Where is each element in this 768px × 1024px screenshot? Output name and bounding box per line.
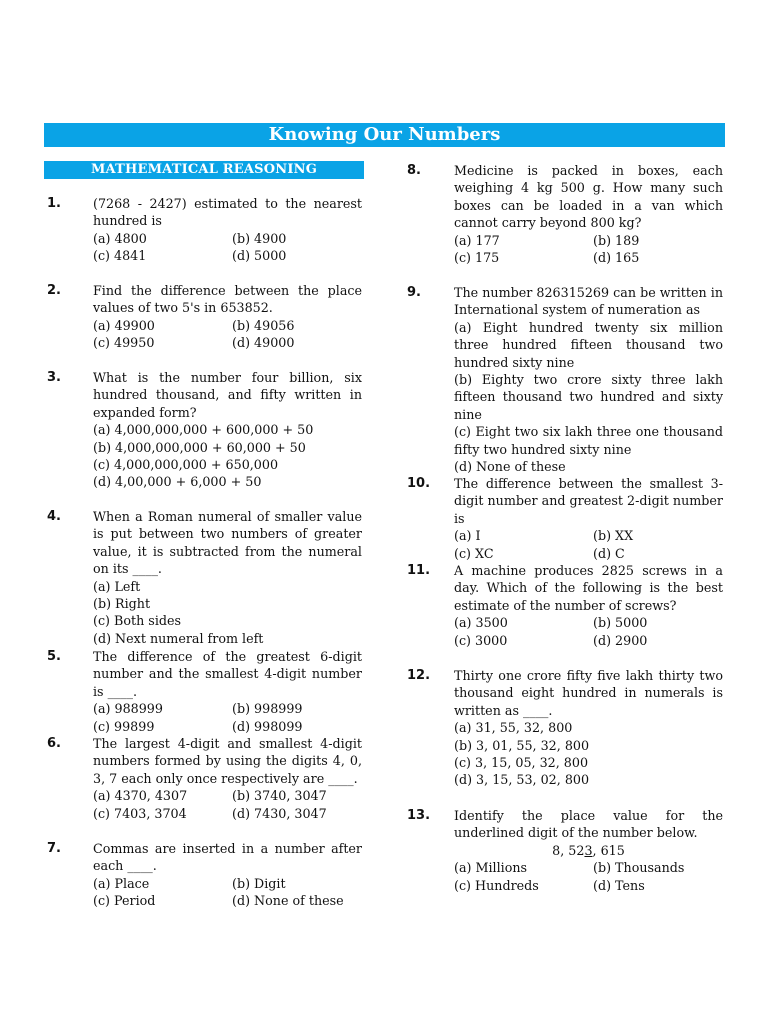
question-number: 5. [47, 649, 61, 664]
question-text: The difference between the smallest 3-digit number and greatest 2-digit number is [454, 476, 723, 526]
option-row [93, 247, 362, 264]
question-text: Thirty one crore fifty five lakh thirty two thousand eight hundred in numerals is written as ____. [454, 668, 723, 718]
question-text: What is the number four billion, six hundred thousand, and fifty written in expanded form? [93, 370, 362, 420]
answer-option: (a) 31, 55, 32, 800 [454, 720, 573, 736]
answer-option: (a) Left [93, 578, 141, 594]
answer-option: (b) Thousands [593, 860, 685, 876]
underlined-digit: 3 [584, 842, 593, 858]
answer-option: (b) 5000 [593, 615, 648, 631]
answer-option: (c) Eight two six lakh three one thousand fifty two hundred sixty nine [454, 424, 723, 457]
option-row [93, 700, 362, 717]
option-row [93, 892, 362, 909]
answer-option: (a) I [454, 528, 481, 544]
answer-option: (a) 4,000,000,000 + 600,000 + 50 [93, 422, 314, 438]
option-row [93, 718, 362, 735]
question-number: 6. [47, 736, 61, 751]
answer-option: (b) 49056 [232, 317, 295, 333]
answer-option: (a) Millions [454, 860, 528, 876]
option-row [93, 805, 362, 822]
option-row [454, 877, 723, 894]
answer-option: (c) 7403, 3704 [93, 805, 187, 821]
option-row [454, 232, 723, 249]
answer-option: (c) 4,000,000,000 + 650,000 [93, 457, 279, 473]
answer-option: (a) Eight hundred twenty six million three hundred fifteen thousand two hundred sixty nine [454, 319, 723, 370]
answer-option: (b) 4,000,000,000 + 60,000 + 50 [93, 439, 306, 455]
option-row [454, 632, 723, 649]
question-body [454, 667, 723, 789]
answer-option: (a) 3500 [454, 615, 508, 631]
answer-option: (d) None of these [454, 459, 566, 475]
question-body [454, 807, 723, 894]
answer-option: (d) 3, 15, 53, 02, 800 [454, 772, 590, 788]
question-number: 9. [407, 285, 421, 300]
page-title: Knowing Our Numbers [44, 123, 725, 147]
option-row [93, 230, 362, 247]
question-text: The difference of the greatest 6-digit number and the smallest 4-digit number is ____. [93, 649, 362, 699]
option-row [454, 859, 723, 876]
answer-option: (c) Hundreds [454, 877, 539, 893]
question-number: 8. [407, 163, 421, 178]
answer-option: (a) 177 [454, 232, 500, 248]
question-number: 7. [47, 841, 61, 856]
answer-option: (d) Tens [593, 877, 645, 893]
answer-option: (a) Place [93, 875, 150, 891]
answer-option: (d) None of these [232, 893, 344, 909]
option-row [93, 787, 362, 804]
question-body [93, 648, 362, 735]
option-row [454, 545, 723, 562]
question-body [93, 840, 362, 910]
answer-option: (d) C [593, 545, 625, 561]
question-number: 13. [407, 808, 431, 823]
question-body [454, 162, 723, 266]
question-text: The number 826315269 can be written in International system of numeration as [454, 285, 723, 318]
answer-option: (b) Right [93, 596, 151, 612]
answer-option: (d) Next numeral from left [93, 630, 264, 646]
answer-option: (b) Digit [232, 875, 286, 891]
answer-option: (b) 3740, 3047 [232, 788, 327, 804]
question-number: 4. [47, 509, 61, 524]
question-body [93, 369, 362, 491]
answer-option: (a) 49900 [93, 317, 155, 333]
answer-option: (c) Both sides [93, 613, 182, 629]
question-number: 12. [407, 668, 431, 683]
answer-option: (d) 998099 [232, 718, 303, 734]
option-row [454, 527, 723, 544]
answer-option: (d) 49000 [232, 335, 295, 351]
question-text: The largest 4-digit and smallest 4-digit numbers formed by using the digits 4, 0, 3, 7 each only once respectively are ____. [93, 736, 362, 786]
question-number: 2. [47, 283, 61, 298]
answer-option: (c) 4841 [93, 248, 147, 264]
answer-option: (b) 3, 01, 55, 32, 800 [454, 737, 590, 753]
underlined-number: 8, 523, 615 [552, 842, 625, 858]
answer-option: (b) 4900 [232, 230, 287, 246]
question-text: When a Roman numeral of smaller value is put between two numbers of greater value, it is subtracted from the numeral on its ____. [93, 509, 362, 577]
answer-option: (c) Period [93, 893, 156, 909]
question-body [454, 284, 723, 475]
question-number: 1. [47, 196, 61, 211]
answer-option: (c) 99899 [93, 718, 155, 734]
question-text: Identify the place value for the underlined digit of the number below. [454, 808, 723, 841]
question-number: 3. [47, 370, 61, 385]
answer-option: (b) Eighty two crore sixty three lakh fifteen thousand two hundred and sixty nine [454, 372, 723, 422]
answer-option: (d) 7430, 3047 [232, 805, 327, 821]
question-text: Commas are inserted in a number after each ____. [93, 841, 362, 874]
question-text: Medicine is packed in boxes, each weighing 4 kg 500 g. How many such boxes can be loaded in a van which cannot carry beyond 800 kg? [454, 163, 723, 231]
answer-option: (d) 2900 [593, 632, 648, 648]
question-body [93, 282, 362, 352]
question-number: 10. [407, 476, 431, 491]
question-body [454, 475, 723, 562]
question-text: Find the difference between the place values of two 5's in 653852. [93, 283, 362, 316]
answer-option: (d) 165 [593, 250, 640, 266]
question-number: 11. [407, 563, 431, 578]
answer-option: (a) 988999 [93, 701, 163, 717]
answer-option: (c) 175 [454, 250, 500, 266]
answer-option: (c) 49950 [93, 335, 155, 351]
section-heading: MATHEMATICAL REASONING [44, 161, 364, 179]
answer-option: (c) 3, 15, 05, 32, 800 [454, 755, 589, 771]
question-body [93, 508, 362, 647]
answer-option: (c) 3000 [454, 632, 508, 648]
option-row [93, 875, 362, 892]
answer-option: (c) XC [454, 545, 494, 561]
question-body [93, 195, 362, 265]
answer-option: (b) 998999 [232, 701, 303, 717]
question-body [454, 562, 723, 649]
answer-option: (a) 4370, 4307 [93, 788, 188, 804]
answer-option: (a) 4800 [93, 230, 147, 246]
question-body [93, 735, 362, 822]
option-row [454, 249, 723, 266]
answer-option: (d) 4,00,000 + 6,000 + 50 [93, 474, 262, 490]
option-row [93, 334, 362, 351]
answer-option: (d) 5000 [232, 248, 287, 264]
answer-option: (b) XX [593, 528, 634, 544]
answer-option: (b) 189 [593, 232, 640, 248]
option-row [93, 317, 362, 334]
question-text: (7268 - 2427) estimated to the nearest hundred is [93, 196, 362, 229]
question-text: A machine produces 2825 screws in a day. Which of the following is the best estimate of the number of screws? [454, 563, 723, 613]
option-row [454, 614, 723, 631]
